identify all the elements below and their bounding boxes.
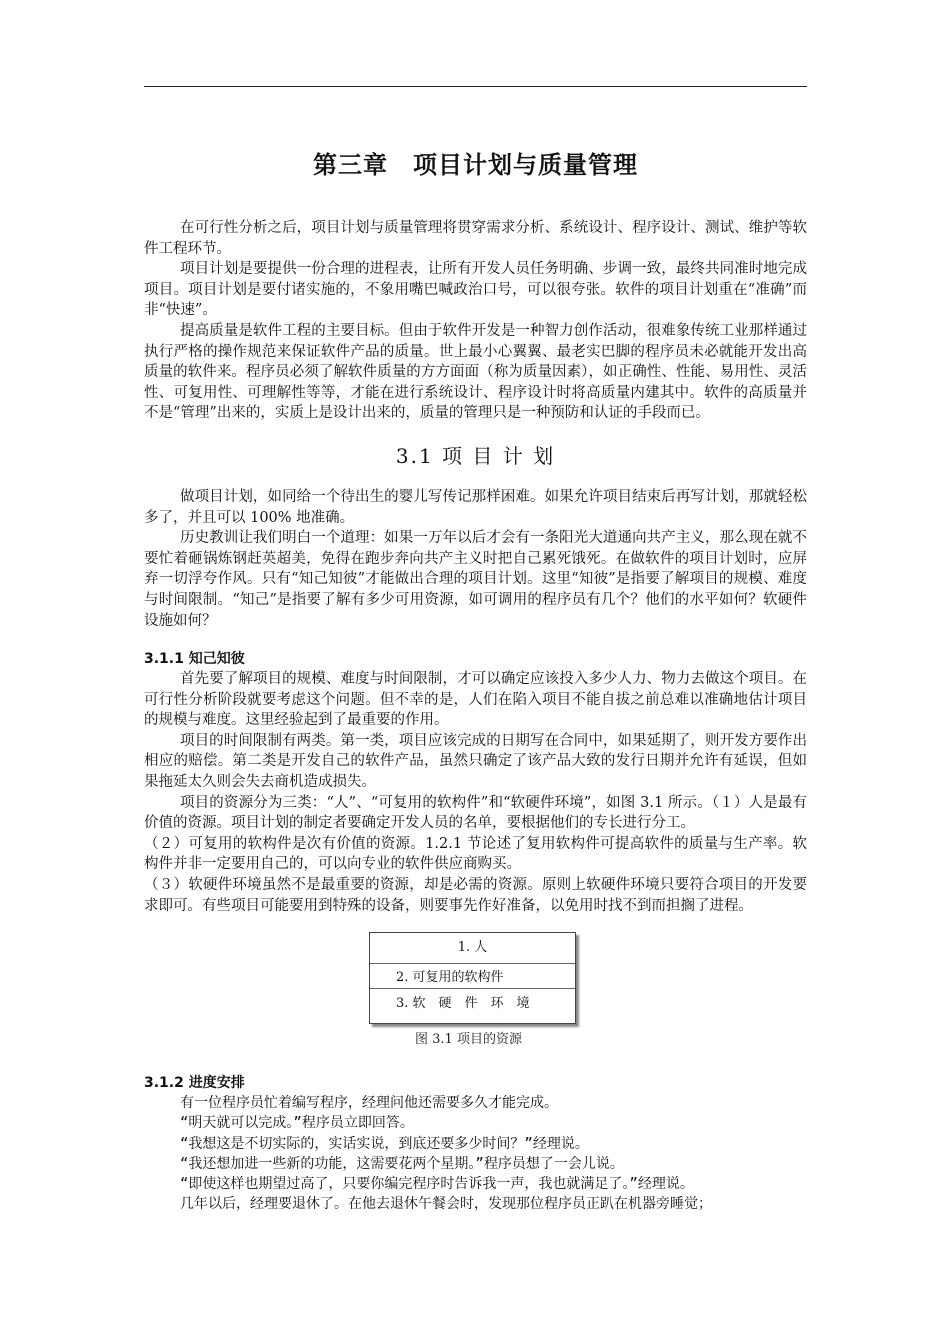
intro-paragraph: 项目计划是要提供一份合理的进程表，让所有开发人员任务明确、步调一致，最终共同准时地完成项目。项目计划是要付诸实施的，不象用嘴巴喊政治口号，可以很夸张。软件的项目计划重在“准确”而非“快速”。 (144, 261, 807, 319)
body-paragraph: 首先要了解项目的规模、难度与时间限制，才可以确定应该投入多少人力、物力去做这个项目。在可行性分析阶段就要考虑这个问题。但不幸的是，人们在陷入项目不能自拔之前总难以准确地估计项目的规模与难度。这里经验起到了最重要的作用。 (144, 671, 807, 729)
dialog-line: 有一位程序员忙着编写程序，经理问他还需要多久才能完成。 (180, 1095, 558, 1112)
dialog-line: 几年以后，经理要退休了。在他去退休午餐会时，发现那位程序员正趴在机器旁睡觉； (180, 1196, 712, 1213)
dialog-line: “即使这样也期望过高了，只要你编完程序时告诉我一声，我也就满足了。”经理说。 (180, 1176, 694, 1193)
intro-paragraph: 在可行性分析之后，项目计划与质量管理将贯穿需求分析、系统设计、程序设计、测试、维护等软件工程环节。 (144, 220, 807, 257)
figure-row-environment: 3. 软 硬 件 环 境 (396, 996, 530, 1012)
body-paragraph: 项目的时间限制有两类。第一类，项目应该完成的日期写在合同中，如果延期了，则开发方要作出相应的赔偿。第二类是开发自己的软件产品，虽然只确定了该产品大致的发行日期并允许有延误，但如果拖延太久则会失去商机造成损失。 (144, 732, 807, 791)
intro-section (144, 218, 807, 424)
dialog-section (144, 1093, 807, 1214)
page-content (144, 120, 807, 1214)
figure-row-components: 2. 可复用的软构件 (370, 964, 575, 989)
body-paragraph: 项目的资源分为三类：“人”、“可复用的软构件”和“软硬件环境”，如图 3.1 所示。（１）人是最有价值的资源。项目计划的制定者要确定开发人员的名单，要根据他们的专长进行分工。 (144, 794, 807, 832)
chapter-title: 第三章 项目计划与质量管理 (313, 151, 638, 179)
body-paragraph: 做项目计划，如同给一个待出生的婴儿写传记那样困难。如果允许项目结束后再写计划，那就轻松多了，并且可以 100% 地准确。 (144, 488, 807, 526)
intro-paragraph: 提高质量是软件工程的主要目标。但由于软件开发是一种智力创作活动，很难象传统工业那样通过执行严格的操作规范来保证软件产品的质量。世上最小心翼翼、最老实巴脚的程序员未必就能开发出高质量的软件来。程序员必须了解软件质量的方方面面（称为质量因素），如正确性、性能、易用性、灵活性、可复用性、可理解性等等，才能在进行系统设计、程序设计时将高质量内建其中。软件的高质量并不是“管理”出来的，实质上是设计出来的，质量的管理只是一种预防和认证的手段而已。 (144, 322, 807, 422)
subsection-title-3-1-2: 3.1.2 进度安排 (144, 1075, 245, 1092)
list-item: （３）软硬件环境虽然不是最重要的资源，却是必需的资源。原则上软硬件环境只要符合项目的开发要求即可。有些项目可能要用到特殊的设备，则要事先作好准备，以免用时找不到而担搁了进程。 (144, 877, 807, 914)
dialog-line: “明天就可以完成。”程序员立即回答。 (180, 1115, 414, 1132)
header-rule (144, 86, 807, 87)
resource-figure (369, 932, 576, 1024)
section-title-3-1: 3.1 项 目 计 划 (395, 443, 556, 468)
subsection-title-3-1-1: 3.1.1 知己知彼 (144, 651, 245, 668)
figure-caption: 图 3.1 项目的资源 (415, 1032, 522, 1048)
dialog-line: “我还想加进一些新的功能，这需要花两个星期。”程序员想了一会儿说。 (180, 1155, 624, 1172)
dialog-line: “我想这是不切实际的，实话实说，到底还要多少时间？”经理说。 (180, 1135, 589, 1152)
figure-row-people: 1. 人 (370, 933, 575, 964)
body-paragraph: 历史教训让我们明白一个道理：如果一万年以后才会有一条阳光大道通向共产主义，那么现在就不要忙着砸锅炼钢赶英超美，免得在跑步奔向共产主义时把自己累死饿死。在做软件的项目计划时，应屏弃一切浮夸作风。只有“知己知彼”才能做出合理的项目计划。这里“知彼”是指要了解项目的规模、难度与时间限制。“知己”是指要了解有多少可用资源，如可调用的程序员有几个？他们的水平如何？软硬件设施如何？ (144, 530, 807, 629)
list-item: （２）可复用的软构件是次有价值的资源。1.2.1 节论述了复用软构件可提高软件的质量与生产率。软构件并非一定要用自己的，可以向专业的软件供应商购买。 (144, 835, 807, 873)
